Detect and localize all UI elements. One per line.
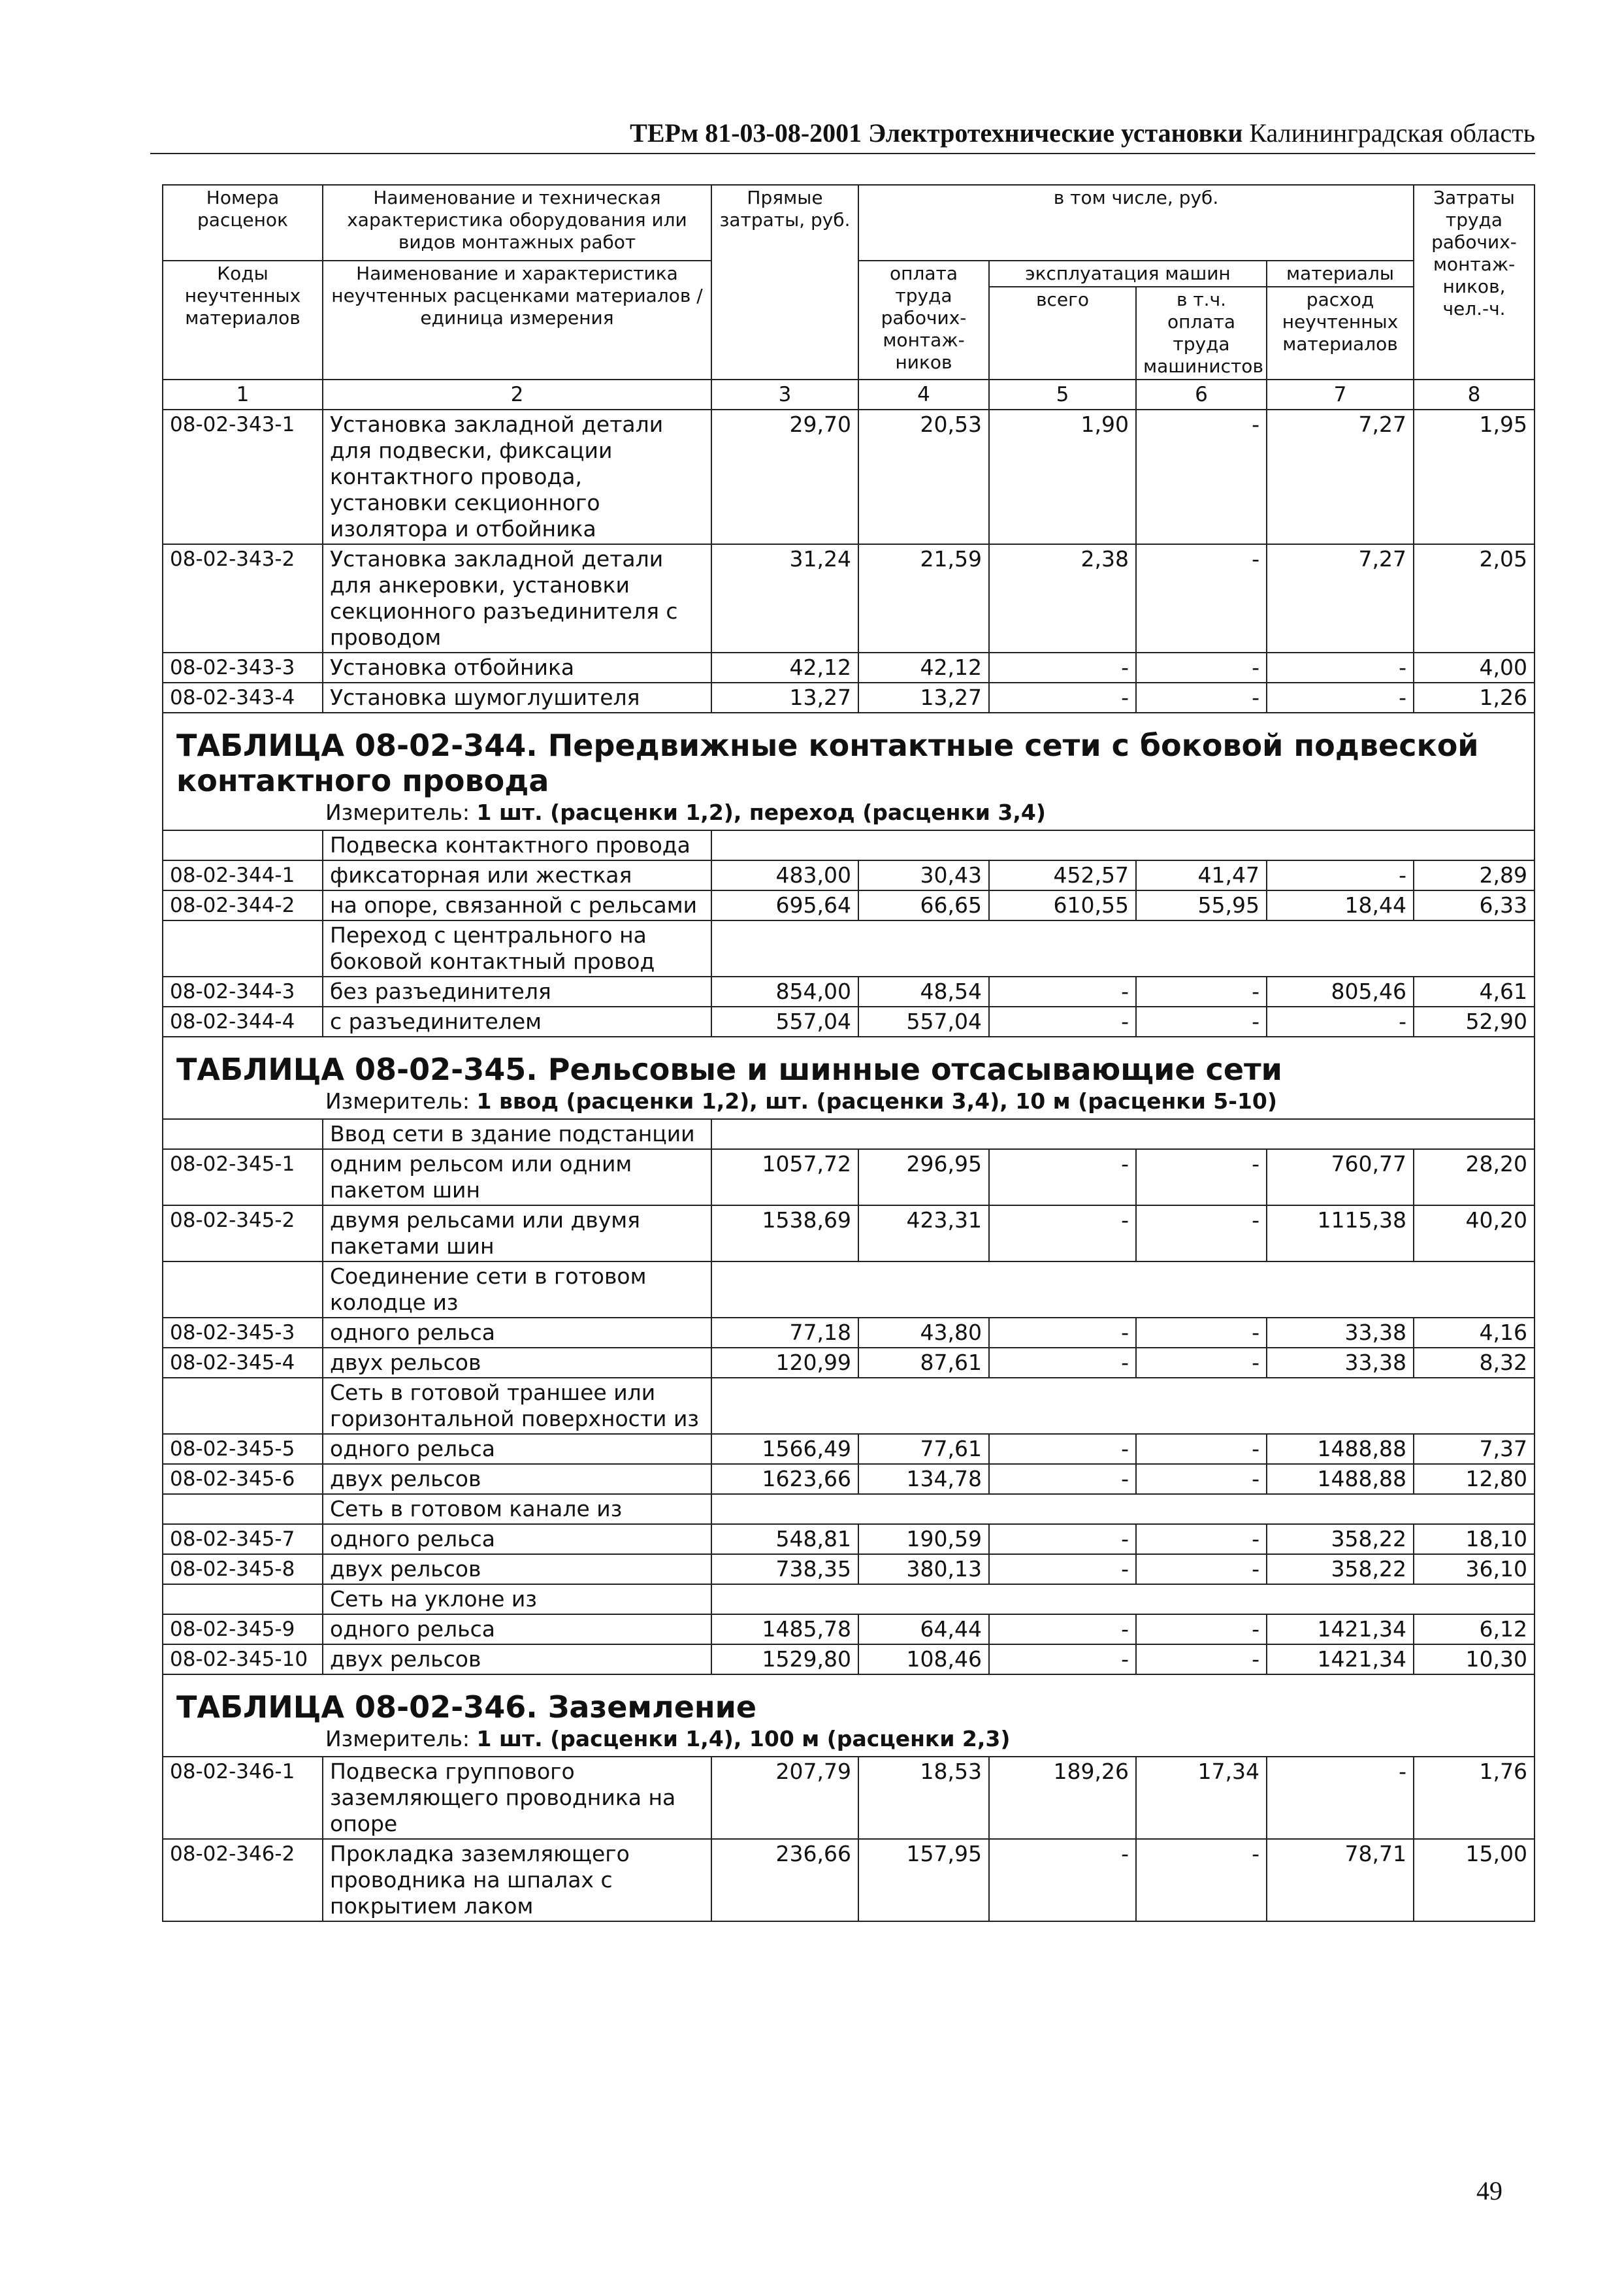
column-number: 7	[1267, 380, 1414, 410]
column-number: 1	[163, 380, 323, 410]
cost-value: 8,32	[1414, 1348, 1535, 1378]
rate-code: 08-02-343-2	[163, 544, 323, 653]
rate-code: 08-02-343-4	[163, 683, 323, 713]
work-name: фиксаторная или жесткая	[323, 860, 711, 890]
cost-value: -	[1267, 683, 1414, 713]
work-name: двух рельсов	[323, 1464, 711, 1494]
rate-code: 08-02-345-1	[163, 1149, 323, 1205]
table-row	[163, 977, 1535, 1007]
table-row	[163, 1757, 1535, 1839]
cost-value: -	[989, 1839, 1136, 1921]
column-number: 3	[711, 380, 858, 410]
cost-value: 55,95	[1136, 890, 1267, 920]
work-name: одного рельса	[323, 1434, 711, 1464]
cost-value: 1488,88	[1267, 1464, 1414, 1494]
cost-value: 452,57	[989, 860, 1136, 890]
col-materials-header: материалы	[1267, 261, 1414, 287]
cost-value: 1529,80	[711, 1644, 858, 1674]
subgroup-empty	[711, 1261, 1535, 1318]
document-region: Калининградская область	[1249, 118, 1535, 148]
measure-cell	[163, 798, 1535, 830]
cost-value: 189,26	[989, 1757, 1136, 1839]
cost-value: 358,22	[1267, 1554, 1414, 1584]
cost-value: 610,55	[989, 890, 1136, 920]
subgroup-empty-code	[163, 1261, 323, 1318]
cost-value: 380,13	[858, 1554, 989, 1584]
document-code: ТЕРм 81-03-08-2001	[630, 118, 862, 148]
cost-value: -	[989, 1205, 1136, 1261]
measure-value: 1 шт. (расценки 1,4), 100 м (расценки 2,3)	[476, 1726, 1011, 1751]
cost-value: 1421,34	[1267, 1614, 1414, 1644]
subgroup-title: Сеть в готовом канале из	[323, 1494, 711, 1524]
cost-value: 1,76	[1414, 1757, 1535, 1839]
cost-value: 207,79	[711, 1757, 858, 1839]
work-name: без разъединителя	[323, 977, 711, 1007]
subgroup-title: Сеть в готовой траншее или горизонтальной поверхности из	[323, 1378, 711, 1434]
work-name: двух рельсов	[323, 1644, 711, 1674]
cost-value: -	[989, 1614, 1136, 1644]
subgroup-title: Соединение сети в готовом колодце из	[323, 1261, 711, 1318]
work-name: Подвеска группового заземляющего проводника на опоре	[323, 1757, 711, 1839]
cost-value: -	[989, 653, 1136, 683]
cost-value: 10,30	[1414, 1644, 1535, 1674]
subgroup-title: Подвеска контактного провода	[323, 830, 711, 860]
cost-value: 296,95	[858, 1149, 989, 1205]
cost-value: 854,00	[711, 977, 858, 1007]
cost-value: 13,27	[858, 683, 989, 713]
cost-value: 4,16	[1414, 1318, 1535, 1348]
page-number: 49	[1476, 2176, 1502, 2205]
cost-value: 36,10	[1414, 1554, 1535, 1584]
col-machines-header: эксплуатация машин	[989, 261, 1267, 287]
table-row	[163, 1524, 1535, 1554]
rate-code: 08-02-344-2	[163, 890, 323, 920]
cost-value: 738,35	[711, 1554, 858, 1584]
cost-value: 1488,88	[1267, 1434, 1414, 1464]
table-row	[163, 1839, 1535, 1921]
cost-value: 108,46	[858, 1644, 989, 1674]
measure-value: 1 ввод (расценки 1,2), шт. (расценки 3,4), 10 м (расценки 5-10)	[476, 1088, 1277, 1114]
subgroup-empty	[711, 1119, 1535, 1149]
cost-value: 7,27	[1267, 410, 1414, 544]
cost-value: -	[1136, 1149, 1267, 1205]
rate-code: 08-02-345-8	[163, 1554, 323, 1584]
cost-value: 20,53	[858, 410, 989, 544]
cost-value: -	[989, 1149, 1136, 1205]
table-row	[163, 1318, 1535, 1348]
cost-value: 87,61	[858, 1348, 989, 1378]
rate-code: 08-02-345-7	[163, 1524, 323, 1554]
cost-value: 557,04	[711, 1007, 858, 1037]
cost-value: 120,99	[711, 1348, 858, 1378]
measure-row	[163, 1725, 1535, 1757]
cost-value: 6,33	[1414, 890, 1535, 920]
table-row	[163, 1348, 1535, 1378]
column-number: 8	[1414, 380, 1535, 410]
work-name: двух рельсов	[323, 1554, 711, 1584]
cost-value: 18,10	[1414, 1524, 1535, 1554]
cost-value: 18,53	[858, 1757, 989, 1839]
subgroup-row	[163, 1119, 1535, 1149]
cost-value: 42,12	[711, 653, 858, 683]
cost-value: 423,31	[858, 1205, 989, 1261]
work-name: Прокладка заземляющего проводника на шпалах с покрытием лаком	[323, 1839, 711, 1921]
rate-code: 08-02-345-2	[163, 1205, 323, 1261]
cost-value: -	[1136, 544, 1267, 653]
cost-value: 2,38	[989, 544, 1136, 653]
col-operator-wages-header: в т.ч. оплата труда машинистов	[1136, 287, 1267, 380]
cost-value: -	[1136, 1318, 1267, 1348]
column-number: 2	[323, 380, 711, 410]
cost-value: 1,90	[989, 410, 1136, 544]
header-row-1	[163, 185, 1535, 261]
measure-row	[163, 1087, 1535, 1119]
cost-value: -	[989, 1434, 1136, 1464]
cost-value: -	[989, 977, 1136, 1007]
cost-value: 29,70	[711, 410, 858, 544]
subgroup-title: Сеть на уклоне из	[323, 1584, 711, 1614]
work-name: одного рельса	[323, 1614, 711, 1644]
table-title-row	[163, 1037, 1535, 1087]
cost-value: 760,77	[1267, 1149, 1414, 1205]
measure-label: Измеритель:	[325, 1088, 470, 1114]
document-title: Электротехнические установки	[868, 118, 1243, 148]
cost-value: 40,20	[1414, 1205, 1535, 1261]
column-numbers-row	[163, 380, 1535, 410]
work-name: Установка отбойника	[323, 653, 711, 683]
cost-value: 77,61	[858, 1434, 989, 1464]
subgroup-empty-code	[163, 1378, 323, 1434]
col-wages-header: оплата труда рабочих-монтаж-ников	[858, 261, 989, 380]
cost-value: -	[1136, 977, 1267, 1007]
subgroup-empty	[711, 1378, 1535, 1434]
subgroup-row	[163, 1584, 1535, 1614]
rate-code: 08-02-344-3	[163, 977, 323, 1007]
cost-value: 28,20	[1414, 1149, 1535, 1205]
cost-value: 42,12	[858, 653, 989, 683]
table-row	[163, 1464, 1535, 1494]
cost-value: 66,65	[858, 890, 989, 920]
rates-table	[162, 184, 1535, 1922]
cost-value: -	[989, 1464, 1136, 1494]
column-number: 4	[858, 380, 989, 410]
table-row	[163, 860, 1535, 890]
cost-value: 78,71	[1267, 1839, 1414, 1921]
table-row	[163, 1205, 1535, 1261]
cost-value: -	[1136, 1464, 1267, 1494]
page-header	[150, 116, 1535, 154]
col-materials-name-header: Наименование и характеристика неучтенных расценками материалов / единица измерения	[323, 261, 711, 380]
cost-value: -	[1136, 1348, 1267, 1378]
cost-value: 7,37	[1414, 1434, 1535, 1464]
cost-value: 33,38	[1267, 1318, 1414, 1348]
work-name: одного рельса	[323, 1524, 711, 1554]
subgroup-empty	[711, 1584, 1535, 1614]
cost-value: 2,89	[1414, 860, 1535, 890]
subgroup-row	[163, 1494, 1535, 1524]
work-name: двумя рельсами или двумя пакетами шин	[323, 1205, 711, 1261]
subgroup-empty	[711, 1494, 1535, 1524]
table-title-row	[163, 713, 1535, 798]
subgroup-empty	[711, 830, 1535, 860]
column-number: 6	[1136, 380, 1267, 410]
cost-value: -	[1267, 653, 1414, 683]
cost-value: 483,00	[711, 860, 858, 890]
column-number: 5	[989, 380, 1136, 410]
subgroup-empty-code	[163, 1119, 323, 1149]
subgroup-empty-code	[163, 1494, 323, 1524]
cost-value: -	[1136, 653, 1267, 683]
cost-value: 157,95	[858, 1839, 989, 1921]
cost-value: 41,47	[1136, 860, 1267, 890]
work-name: с разъединителем	[323, 1007, 711, 1037]
cost-value: -	[989, 1554, 1136, 1584]
cost-value: 1485,78	[711, 1614, 858, 1644]
cost-value: 134,78	[858, 1464, 989, 1494]
cost-value: 1115,38	[1267, 1205, 1414, 1261]
table-row	[163, 1554, 1535, 1584]
rate-code: 08-02-344-1	[163, 860, 323, 890]
cost-value: -	[1136, 410, 1267, 544]
subgroup-row	[163, 920, 1535, 977]
cost-value: 358,22	[1267, 1524, 1414, 1554]
cost-value: 236,66	[711, 1839, 858, 1921]
subgroup-row	[163, 830, 1535, 860]
cost-value: -	[1136, 1554, 1267, 1584]
work-name: Установка закладной детали для анкеровки, установки секционного разъединителя с проводом	[323, 544, 711, 653]
subgroup-title: Ввод сети в здание подстанции	[323, 1119, 711, 1149]
cost-value: 1421,34	[1267, 1644, 1414, 1674]
table-row	[163, 653, 1535, 683]
table-title-row	[163, 1674, 1535, 1725]
cost-value: 43,80	[858, 1318, 989, 1348]
cost-value: 1,26	[1414, 683, 1535, 713]
rate-code: 08-02-345-4	[163, 1348, 323, 1378]
cost-value: -	[1136, 683, 1267, 713]
cost-value: 77,18	[711, 1318, 858, 1348]
cost-value: -	[1136, 1614, 1267, 1644]
cost-value: -	[1136, 1205, 1267, 1261]
table-row	[163, 1149, 1535, 1205]
work-name: одного рельса	[323, 1318, 711, 1348]
rate-code: 08-02-346-2	[163, 1839, 323, 1921]
col-name-header: Наименование и техническая характеристика оборудования или видов монтажных работ	[323, 185, 711, 261]
work-name: Установка закладной детали для подвески, фиксации контактного провода, установки секционного изолятора и отбойника	[323, 410, 711, 544]
work-name: двух рельсов	[323, 1348, 711, 1378]
cost-value: 30,43	[858, 860, 989, 890]
cost-value: 4,00	[1414, 653, 1535, 683]
col-machines-total-header: всего	[989, 287, 1136, 380]
subgroup-empty-code	[163, 830, 323, 860]
cost-value: 805,46	[1267, 977, 1414, 1007]
cost-value: -	[989, 1007, 1136, 1037]
subgroup-title: Переход с центрального на боковой контактный провод	[323, 920, 711, 977]
cost-value: 18,44	[1267, 890, 1414, 920]
cost-value: -	[1136, 1434, 1267, 1464]
cost-value: -	[1267, 1007, 1414, 1037]
cost-value: -	[1136, 1644, 1267, 1674]
table-row	[163, 1644, 1535, 1674]
subgroup-empty	[711, 920, 1535, 977]
cost-value: 48,54	[858, 977, 989, 1007]
measure-value: 1 шт. (расценки 1,2), переход (расценки 3,4)	[476, 800, 1046, 825]
work-name: одним рельсом или одним пакетом шин	[323, 1149, 711, 1205]
table-title: ТАБЛИЦА 08-02-345. Рельсовые и шинные отсасывающие сети	[163, 1037, 1535, 1087]
rate-code: 08-02-343-1	[163, 410, 323, 544]
cost-value: 1623,66	[711, 1464, 858, 1494]
cost-value: 13,27	[711, 683, 858, 713]
rate-code: 08-02-345-3	[163, 1318, 323, 1348]
col-unaccounted-materials-header: расход неучтенных материалов	[1267, 287, 1414, 380]
rate-code: 08-02-345-5	[163, 1434, 323, 1464]
table-row	[163, 410, 1535, 544]
cost-value: 33,38	[1267, 1348, 1414, 1378]
table-row	[163, 544, 1535, 653]
table-row	[163, 890, 1535, 920]
measure-label: Измеритель:	[325, 1726, 470, 1751]
cost-value: 695,64	[711, 890, 858, 920]
rate-code: 08-02-345-6	[163, 1464, 323, 1494]
col-labor-hours-header: Затраты труда рабочих-монтаж-ников, чел.-ч.	[1414, 185, 1535, 380]
cost-value: 1566,49	[711, 1434, 858, 1464]
cost-value: 17,34	[1136, 1757, 1267, 1839]
table-title: ТАБЛИЦА 08-02-346. Заземление	[163, 1674, 1535, 1725]
rate-code: 08-02-344-4	[163, 1007, 323, 1037]
measure-cell	[163, 1725, 1535, 1757]
cost-value: 1,95	[1414, 410, 1535, 544]
work-name: Установка шумоглушителя	[323, 683, 711, 713]
cost-value: 4,61	[1414, 977, 1535, 1007]
table-row	[163, 1614, 1535, 1644]
col-rates-header: Номера расценок	[163, 185, 323, 261]
cost-value: 557,04	[858, 1007, 989, 1037]
cost-value: -	[989, 1644, 1136, 1674]
rate-code: 08-02-343-3	[163, 653, 323, 683]
cost-value: 21,59	[858, 544, 989, 653]
cost-value: 12,80	[1414, 1464, 1535, 1494]
cost-value: 1057,72	[711, 1149, 858, 1205]
rate-code: 08-02-346-1	[163, 1757, 323, 1839]
cost-value: -	[1136, 1524, 1267, 1554]
cost-value: 6,12	[1414, 1614, 1535, 1644]
table-title: ТАБЛИЦА 08-02-344. Передвижные контактные сети с боковой подвеской контактного провода	[163, 713, 1535, 798]
measure-label: Измеритель:	[325, 800, 470, 825]
cost-value: 1538,69	[711, 1205, 858, 1261]
rate-code: 08-02-345-9	[163, 1614, 323, 1644]
cost-value: -	[1267, 860, 1414, 890]
cost-value: -	[989, 1524, 1136, 1554]
subgroup-empty-code	[163, 920, 323, 977]
col-included-header: в том числе, руб.	[858, 185, 1414, 261]
cost-value: 190,59	[858, 1524, 989, 1554]
measure-row	[163, 798, 1535, 830]
col-direct-cost-header: Прямые затраты, руб.	[711, 185, 858, 380]
table-row	[163, 1007, 1535, 1037]
subgroup-row	[163, 1378, 1535, 1434]
cost-value: -	[989, 1318, 1136, 1348]
cost-value: -	[1136, 1839, 1267, 1921]
rate-code: 08-02-345-10	[163, 1644, 323, 1674]
col-codes-header: Коды неучтенных материалов	[163, 261, 323, 380]
cost-value: -	[1267, 1757, 1414, 1839]
cost-value: 548,81	[711, 1524, 858, 1554]
cost-value: -	[989, 1348, 1136, 1378]
table-row	[163, 1434, 1535, 1464]
cost-value: 7,27	[1267, 544, 1414, 653]
measure-cell	[163, 1087, 1535, 1119]
cost-value: 15,00	[1414, 1839, 1535, 1921]
cost-value: 2,05	[1414, 544, 1535, 653]
subgroup-row	[163, 1261, 1535, 1318]
cost-value: -	[989, 683, 1136, 713]
work-name: на опоре, связанной с рельсами	[323, 890, 711, 920]
subgroup-empty-code	[163, 1584, 323, 1614]
cost-value: 31,24	[711, 544, 858, 653]
table-row	[163, 683, 1535, 713]
cost-value: -	[1136, 1007, 1267, 1037]
cost-value: 64,44	[858, 1614, 989, 1644]
cost-value: 52,90	[1414, 1007, 1535, 1037]
